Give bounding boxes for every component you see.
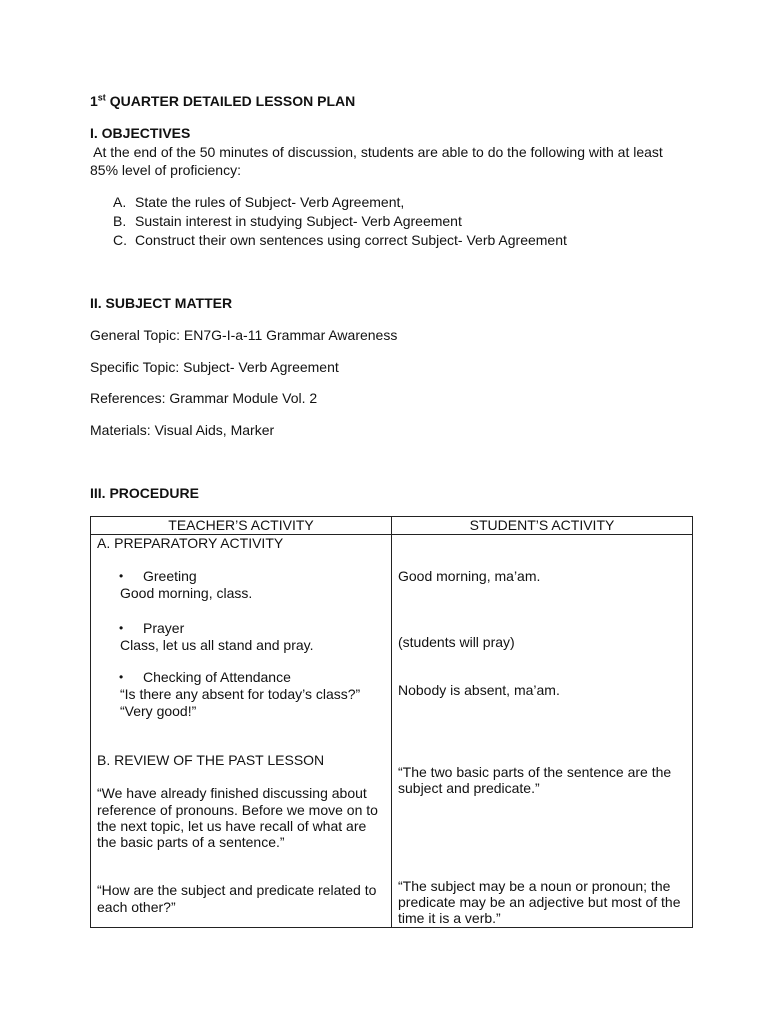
greeting-label: Greeting (143, 568, 197, 584)
review-line: the next topic, let us have recall of what are (97, 818, 367, 834)
attendance-praise: “Very good!” (120, 703, 197, 719)
greeting-text: Good morning, class. (120, 585, 253, 601)
references: References: Grammar Module Vol. 2 (90, 390, 318, 406)
title-ordinal-suffix: st (97, 92, 106, 103)
objective-marker: B. (113, 213, 127, 229)
student-activity-cell (392, 535, 693, 928)
relation-answer-line: time it is a verb.” (398, 910, 501, 926)
specific-topic: Specific Topic: Subject- Verb Agreement (90, 359, 339, 375)
relation-question-line: each other?” (97, 899, 176, 915)
objective-text: Sustain interest in studying Subject- Verb Agreement (135, 213, 462, 229)
subject-matter-heading: II. SUBJECT MATTER (90, 295, 233, 311)
relation-answer-line: predicate may be an adjective but most of the (398, 894, 681, 910)
objectives-intro-line2: 85% level of proficiency: (90, 162, 241, 178)
objectives-intro-line1: At the end of the 50 minutes of discussion, students are able to do the following with at least (90, 144, 663, 160)
relation-answer-line: “The subject may be a noun or pronoun; the (398, 878, 671, 894)
document-title (90, 93, 355, 110)
review-heading: B. REVIEW OF THE PAST LESSON (97, 752, 325, 768)
table-row (91, 535, 693, 928)
general-topic: General Topic: EN7G-I-a-11 Grammar Awareness (90, 327, 398, 343)
review-line: reference of pronouns. Before we move on to (97, 802, 378, 818)
prayer-reply: (students will pray) (398, 634, 515, 650)
bullet-icon: • (119, 569, 124, 583)
attendance-question: “Is there any absent for today’s class?” (120, 686, 361, 702)
objective-text: Construct their own sentences using correct Subject- Verb Agreement (135, 232, 567, 248)
objective-marker: A. (113, 194, 127, 210)
objective-item (113, 194, 404, 211)
review-line: the basic parts of a sentence.” (97, 834, 285, 850)
objective-marker: C. (113, 232, 127, 248)
bullet-icon: • (119, 621, 124, 635)
title-text: QUARTER DETAILED LESSON PLAN (105, 93, 356, 109)
teacher-activity-header: TEACHER’S ACTIVITY (91, 517, 392, 535)
parts-answer-line: “The two basic parts of the sentence are the (398, 764, 672, 780)
prayer-label: Prayer (143, 620, 185, 636)
parts-answer-line: subject and predicate.” (398, 780, 540, 796)
materials: Materials: Visual Aids, Marker (90, 422, 275, 438)
objective-item (113, 213, 462, 230)
objective-item (113, 232, 567, 249)
objective-text: State the rules of Subject- Verb Agreement, (135, 194, 405, 210)
prayer-text: Class, let us all stand and pray. (120, 637, 314, 653)
procedure-table (90, 516, 693, 928)
attendance-reply: Nobody is absent, ma’am. (398, 682, 560, 698)
relation-question-line: “How are the subject and predicate related to (97, 882, 377, 898)
procedure-heading: III. PROCEDURE (90, 485, 199, 501)
table-header-row (91, 517, 693, 535)
objectives-heading: I. OBJECTIVES (90, 125, 191, 141)
title-ordinal: 1 (90, 93, 98, 109)
student-activity-header: STUDENT’S ACTIVITY (392, 517, 693, 535)
greeting-reply: Good morning, ma’am. (398, 568, 541, 584)
bullet-icon: • (119, 670, 124, 684)
preparatory-activity-heading: A. PREPARATORY ACTIVITY (97, 535, 284, 551)
attendance-label: Checking of Attendance (143, 669, 291, 685)
teacher-activity-cell (91, 535, 392, 928)
review-line: “We have already finished discussing about (97, 785, 367, 801)
